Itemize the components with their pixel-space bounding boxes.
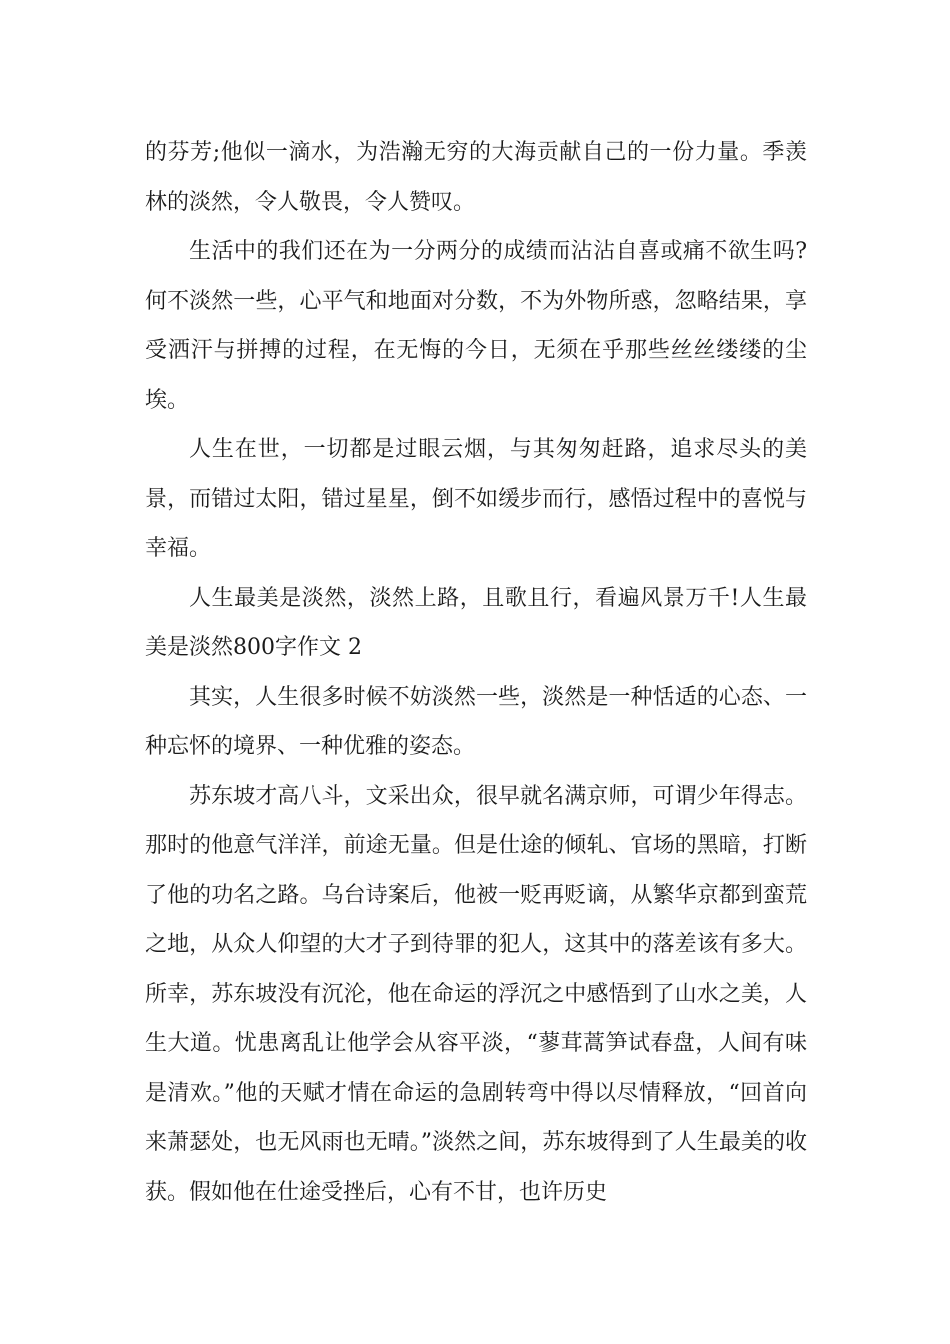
paragraph-3: 人生在世，一切都是过眼云烟，与其匆匆赶路，追求尽头的美景，而错过太阳，错过星星，倒不如缓步而行，感悟过程中的喜悦与幸福。 xyxy=(145,437,807,561)
paragraph-1: 的芬芳;他似一滴水，为浩瀚无穷的大海贡献自己的一份力量。季羡林的淡然，令人敬畏，令人赞叹。 xyxy=(145,140,807,215)
document-body xyxy=(145,128,807,1217)
paragraph-6: 苏东坡才高八斗，文采出众，很早就名满京师，可谓少年得志。那时的他意气洋洋，前途无量。但是仕途的倾轧、官场的黑暗，打断了他的功名之路。乌台诗案后，他被一贬再贬谪，从繁华京都到蛮荒之地，从众人仰望的大才子到待罪的犯人，这其中的落差该有多大。所幸，苏东坡没有沉沦，他在命运的浮沉之中感悟到了山水之美，人生大道。忧患离乱让他学会从容平淡，“蓼茸蒿笋试春盘，人间有味是清欢。”他的天赋才情在命运的急剧转弯中得以尽情释放，“回首向来萧瑟处，也无风雨也无晴。”淡然之间，苏东坡得到了人生最美的收获。假如他在仕途受挫后，心有不甘，也许历史 xyxy=(145,783,807,1205)
paragraph-4: 人生最美是淡然，淡然上路，且歌且行，看遍风景万千!人生最美是淡然800字作文 2 xyxy=(145,585,807,660)
paragraph-5: 其实，人生很多时候不妨淡然一些，淡然是一种恬适的心态、一种忘怀的境界、一种优雅的姿态。 xyxy=(145,684,807,759)
paragraph-2: 生活中的我们还在为一分两分的成绩而沾沾自喜或痛不欲生吗?何不淡然一些，心平气和地面对分数，不为外物所惑，忽略结果，享受洒汗与拼搏的过程，在无悔的今日，无须在乎那些丝丝缕缕的尘埃。 xyxy=(145,239,807,413)
